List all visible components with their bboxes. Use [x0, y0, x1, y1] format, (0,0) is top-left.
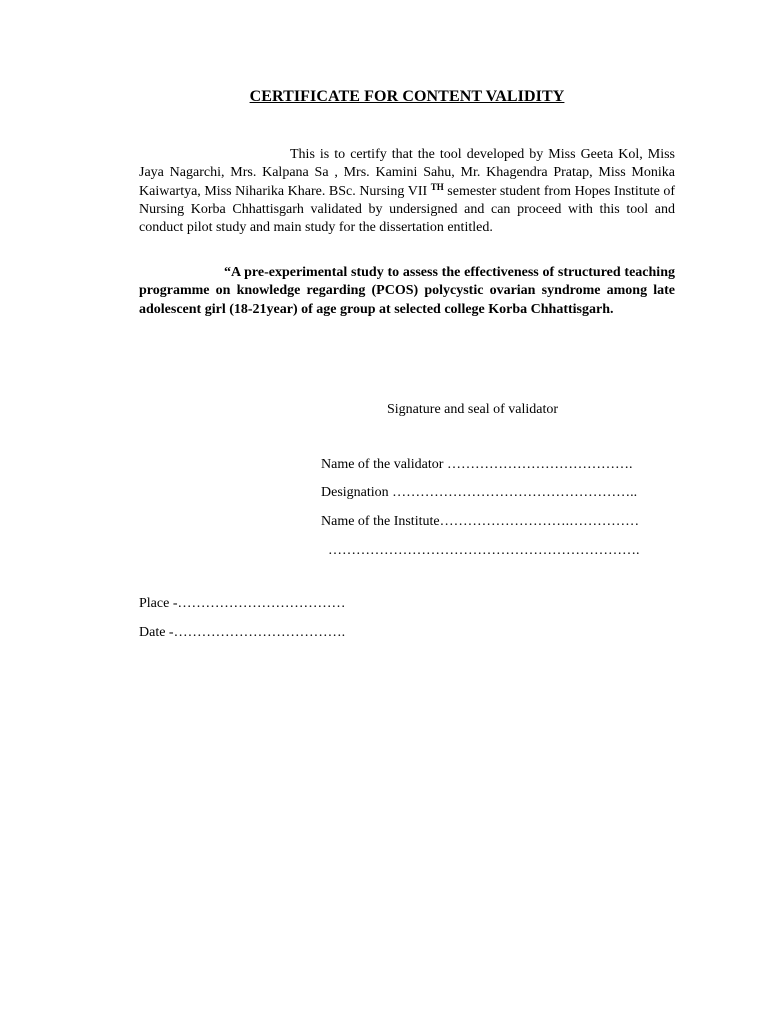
signature-label: Signature and seal of validator	[387, 402, 559, 417]
date-field: Date -……………………………….	[139, 625, 346, 640]
certification-text-continued: semester student from Hopes Institute of Nursing Korba Chhattisgarh validated by undersigned and can proceed with this tool and conduct pilot study and main study for the dissertation entitled.	[139, 183, 676, 236]
study-title: “A pre-experimental study to assess the effectiveness of structured teaching programme on knowledge regarding (PCOS) polycystic ovarian syndrome among late adolescent girl (18-21year) of age group at selected college Korba Chhattisgarh.	[139, 265, 675, 317]
validator-name-field: Name of the validator ………………………………….	[321, 457, 633, 472]
certificate-title: CERTIFICATE FOR CONTENT VALIDITY	[249, 88, 565, 105]
institute-name-field: Name of the Institute……………………….……………	[321, 514, 640, 529]
certification-text: This is to certify that the tool developed by Miss Geeta Kol, Miss Jaya Nagarchi, Mrs. Kalpana Sa , Mrs. Kamini Sahu, Mr. Khagendra Pratap, Miss Monika Kaiwartya, Miss Niharika Khare. BSc. Nursing VII	[139, 147, 675, 199]
designation-field: Designation ……………………………………………..	[321, 485, 638, 500]
certification-paragraph	[139, 146, 675, 237]
semester-superscript: TH	[430, 181, 444, 192]
institute-continuation-line: ………………………………………………………….	[328, 543, 640, 558]
place-field: Place -………………………………	[139, 596, 346, 611]
